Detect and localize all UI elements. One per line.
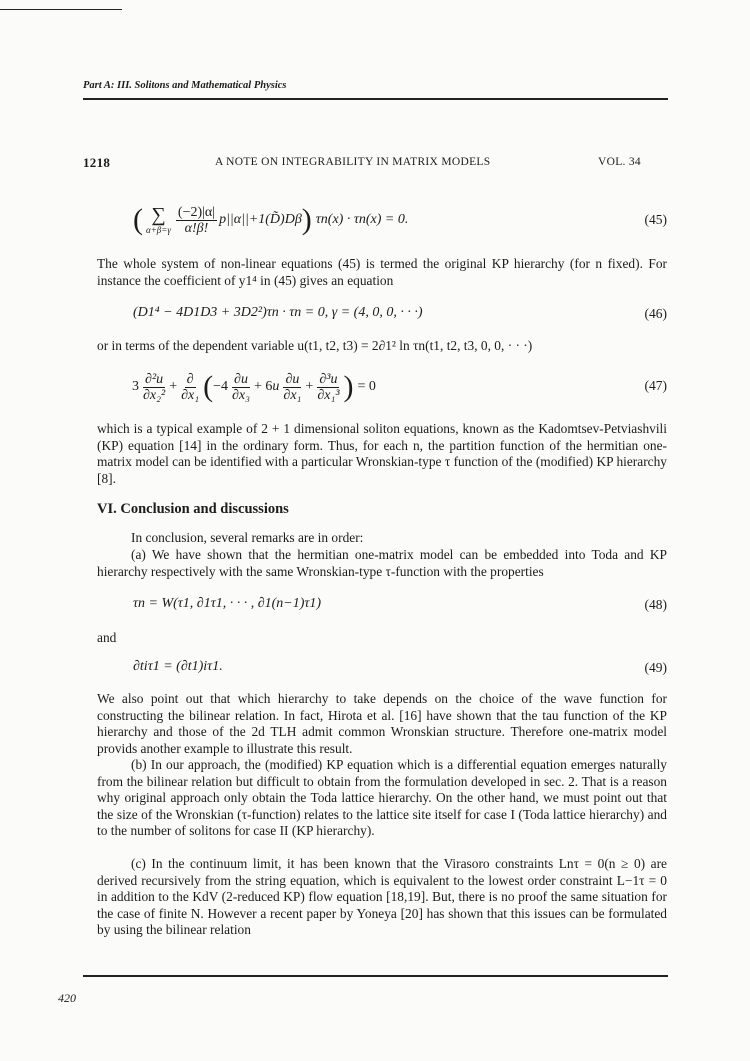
- equation-47: 3 $\frac{\text{∂²u}}{\text{∂x₂²}}$ + $\frac{\partial}{\text{∂x₁}}$ ( −4 $\frac{\partial u}{\text{∂x₃}}$ + 6u $\frac{\partial u}{\text{∂x₁}}$ + $\frac{\text{∂³u}}{\text{∂x₁³}}$ ) = 0: [132, 370, 376, 403]
- eq45-number: (45): [644, 212, 667, 227]
- paragraph-2: or in terms of the dependent variable u(t1, t2, t3) = 2∂1² ln τn(t1, t2, t3, 0, 0, · · ·): [97, 338, 533, 353]
- volume-label: VOL. 34: [598, 156, 641, 168]
- equation-46: (D1⁴ − 4D1D3 + 3D2²)τn · τn = 0, γ = (4, 0, 0, · · ·): [133, 305, 423, 320]
- paragraph-6: We also point out that which hierarchy to take depends on the choice of the wave function for constructing the bilinear relation. In fact, Hirota et al. [16] have shown that the tau function of the KP hierarchy and those of the 2d TLH admit common Wronskian structure. Therefore one-matrix model provids another example to illustrate this result.: [97, 691, 667, 756]
- header-rule: [83, 98, 668, 100]
- footer-rule: [83, 975, 668, 977]
- equation-48: τn = W(τ1, ∂1τ1, · · · , ∂1(n−1)τ1): [133, 596, 322, 611]
- eq45-p-term: p||α||+1(D̃)Dβ: [219, 212, 302, 227]
- eq47-number: (47): [644, 378, 667, 393]
- eq49-number: (49): [644, 660, 667, 675]
- equation-49: ∂tiτ1 = (∂t1)iτ1.: [133, 659, 223, 674]
- page-number-bottom: 420: [58, 991, 76, 1005]
- section-title: VI. Conclusion and discussions: [97, 501, 289, 517]
- eq45-fraction: $\frac{(-2)|\alpha|}{\alpha!\beta!}$: [177, 204, 216, 236]
- section-label: Part A: III. Solitons and Mathematical Physics: [83, 80, 287, 91]
- eq48-number: (48): [644, 597, 667, 612]
- paragraph-8: (c) In the continuum limit, it has been known that the Virasoro constraints Lnτ = 0(n ≥ 0) are derived recursively from the string equation, which is equivalent to the lowest order constraint L−1τ = 0 in addition to the KdV (2-reduced KP) flow equation [18,19]. But, there is no proof the same situation for the case of finite N. However a recent paper by Yoneya [20] has shown that this issues can be formulated by using the bilinear relation: [97, 856, 667, 938]
- paragraph-4: In conclusion, several remarks are in order:: [131, 530, 364, 545]
- and-text: and: [97, 630, 117, 645]
- page-number-top: 1218: [83, 155, 111, 170]
- sum-symbol: ∑ α+β=γ: [146, 204, 171, 235]
- left-paren: (: [133, 203, 143, 236]
- paragraph-1: The whole system of non-linear equations (45) is termed the original KP hierarchy (for n fixed). For instance the coefficient of y1⁴ in (45) gives an equation: [97, 256, 667, 288]
- paragraph-7: (b) In our approach, the (modified) KP equation which is a differential equation emerges naturally from the bilinear relation but difficult to obtain from the formulation developed in sec. 2. That is a reason why original approach only obtain the Toda lattice hierarchy. On the other hand, we must point out that the size of the Wronskian (τ-function) relates to the lattice site itself for case I (Toda lattice hierarchy) and to the number of solitons for case II (KP hierarchy).: [97, 757, 667, 839]
- top-short-rule: [0, 9, 122, 10]
- eq46-number: (46): [644, 306, 667, 321]
- eq45-rhs: τn(x) · τn(x) = 0.: [315, 212, 409, 227]
- paragraph-5: (a) We have shown that the hermitian one-matrix model can be embedded into Toda and KP hierarchy respectively with the same Wronskian-type τ-function with the properties: [97, 547, 667, 579]
- equation-45: [133, 196, 408, 244]
- paragraph-3: which is a typical example of 2 + 1 dimensional soliton equations, known as the Kadomtsev-Petviashvili (KP) equation [14] in the ordinary form. Thus, for each n, the partition function of the hermitian one-matrix model can be identified with a particular Wronskian-type τ function of the (modified) KP hierarchy [8].: [97, 421, 667, 486]
- right-paren: ): [301, 203, 312, 236]
- running-title: A NOTE ON INTEGRABILITY IN MATRIX MODELS: [215, 156, 491, 168]
